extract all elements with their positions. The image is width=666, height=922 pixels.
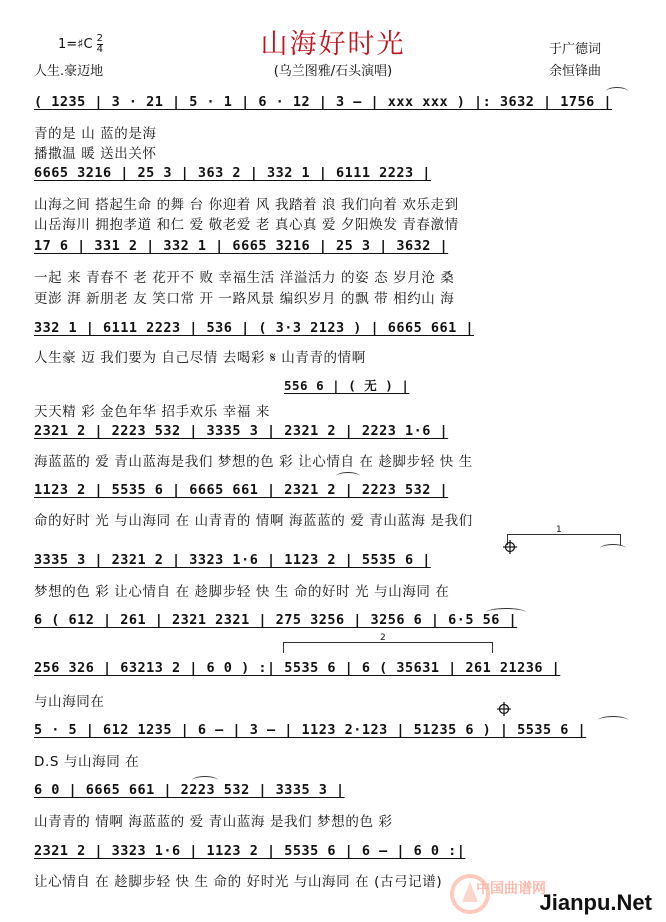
score-row-12-notes: 6 0 | 6665 661 | 2223 532 | 3335 3 |: [34, 782, 345, 798]
score-row-10-notes: 256 326 | 63213 2 | 6 0 ) :| 5535 6 | 6 ( 35631 | 261 21236 |: [34, 660, 561, 676]
slur: [486, 608, 526, 617]
score-row-12-lyric-1: 山青青的 情啊 海蓝蓝的 爱 青山蓝海 是我们 梦想的色 彩: [34, 814, 393, 830]
score-row-11-lyric-1: D.S 与山海同 在: [34, 754, 140, 770]
volta-2: [283, 633, 493, 653]
watermark-site: Jianpu.Net: [539, 890, 652, 915]
volta-1-label: 1: [556, 525, 562, 535]
volta-1: [507, 525, 621, 545]
song-subtitle: (乌兰图雅/石头演唱): [273, 64, 393, 79]
score-row-3-lyric-1: 一起 来 青春不 老 花开不 败 幸福生活 洋溢活力 的姿 态 岁月沧 桑: [34, 270, 455, 286]
score-row-10-lyric-1: 与山海同在: [34, 694, 105, 710]
slur: [606, 87, 628, 96]
score-row-13-lyric-1: 让心情自 在 趁脚步轻 快 生 命的 好时光 与山海同 在 (古弓记谱): [34, 874, 443, 890]
score-row-9-notes: 6 ( 612 | 261 | 2321 2321 | 275 3256 | 3256 6 | 6·5 56 |: [34, 612, 518, 628]
slur: [192, 776, 218, 785]
lyricist: 于广德词: [549, 42, 602, 57]
score-row-8-lyric-1: 梦想的色 彩 让心情自 在 趁脚步轻 快 生 命的好时 光 与山海同 在: [34, 584, 450, 600]
time-bottom: 4: [96, 44, 104, 55]
coda-icon-2: [497, 702, 511, 716]
score-row-6-lyric-1: 海蓝蓝的 爱 青山蓝海是我们 梦想的色 彩 让心情自 在 趁脚步轻 快 生: [34, 454, 473, 470]
score-row-6-notes: 2321 2 | 2223 532 | 3335 3 | 2321 2 | 2223 1·6 |: [34, 423, 449, 439]
score-row-1-notes: ( 1235 | 3 · 21 | 5 · 1 | 6 · 12 | 3 – | xxx xxx ) |: 3632 | 1756 |: [34, 94, 613, 110]
score-row-13-notes: 2321 2 | 3323 1·6 | 1123 2 | 5535 6 | 6 – | 6 0 :|: [34, 843, 466, 859]
slur: [598, 716, 628, 725]
slur: [600, 544, 626, 553]
score-row-1-lyric-2: 播撒温 暖 送出关怀: [34, 146, 157, 162]
score-row-5-lyric-1: 天天精 彩 金色年华 招手欢乐 幸福 来: [34, 404, 270, 420]
score-row-2-lyric-2: 山岳海川 拥抱孝道 和仁 爱 敬老爱 老 真心真 爱 夕阳焕发 青春激情: [34, 217, 459, 233]
slur: [336, 472, 360, 481]
score-row-2-notes: 6665 3216 | 25 3 | 363 2 | 332 1 | 6111 2223 |: [34, 165, 431, 181]
watermark-text: 中国曲谱网: [476, 881, 546, 897]
score-row-7-notes: 1123 2 | 5535 6 | 6665 661 | 2321 2 | 2223 532 |: [34, 482, 449, 498]
score-row-2-lyric-1: 山海之间 搭起生命 的舞 台 你迎着 风 我踏着 浪 我们向着 欢乐走到: [34, 197, 459, 213]
volta-2-label: 2: [380, 633, 386, 643]
score-row-4-notes: 332 1 | 6111 2223 | 536 | ( 3·3 2123 ) | 6665 661 |: [34, 320, 475, 336]
score-row-3-notes: 17 6 | 331 2 | 332 1 | 6665 3216 | 25 3 | 3632 |: [34, 238, 449, 254]
time-top: 2: [96, 33, 104, 44]
score-row-3-lyric-2: 更澎 湃 新朋老 友 笑口常 开 一路风景 编织岁月 的飘 带 相约山 海: [34, 291, 455, 307]
coda-icon: [503, 540, 517, 554]
score-row-11-notes: 5 · 5 | 612 1235 | 6 – | 3 – | 1123 2·123 | 51235 6 ) | 5535 6 |: [34, 722, 587, 738]
composer: 余恒锋曲: [549, 64, 602, 79]
score-row-1-lyric-1: 青的是 山 蓝的是海: [34, 126, 157, 142]
score-row-5-notes: 556 6 | ( 无 ) |: [284, 378, 410, 393]
key-label: 1=♯C: [58, 37, 93, 52]
score-row-8-notes: 3335 3 | 2321 2 | 3323 1·6 | 1123 2 | 5535 6 |: [34, 552, 431, 568]
score-row-7-lyric-1: 命的好时 光 与山海同 在 山青青的 情啊 海蓝蓝的 爱 青山蓝海 是我们: [34, 513, 473, 529]
song-title: 山海好时光: [260, 29, 406, 60]
genre-label: 人生.豪迈地: [34, 64, 104, 79]
score-row-4-lyric-1: 人生豪 迈 我们要为 自己尽情 去喝彩 𝄋 山青青的情啊: [34, 350, 366, 366]
